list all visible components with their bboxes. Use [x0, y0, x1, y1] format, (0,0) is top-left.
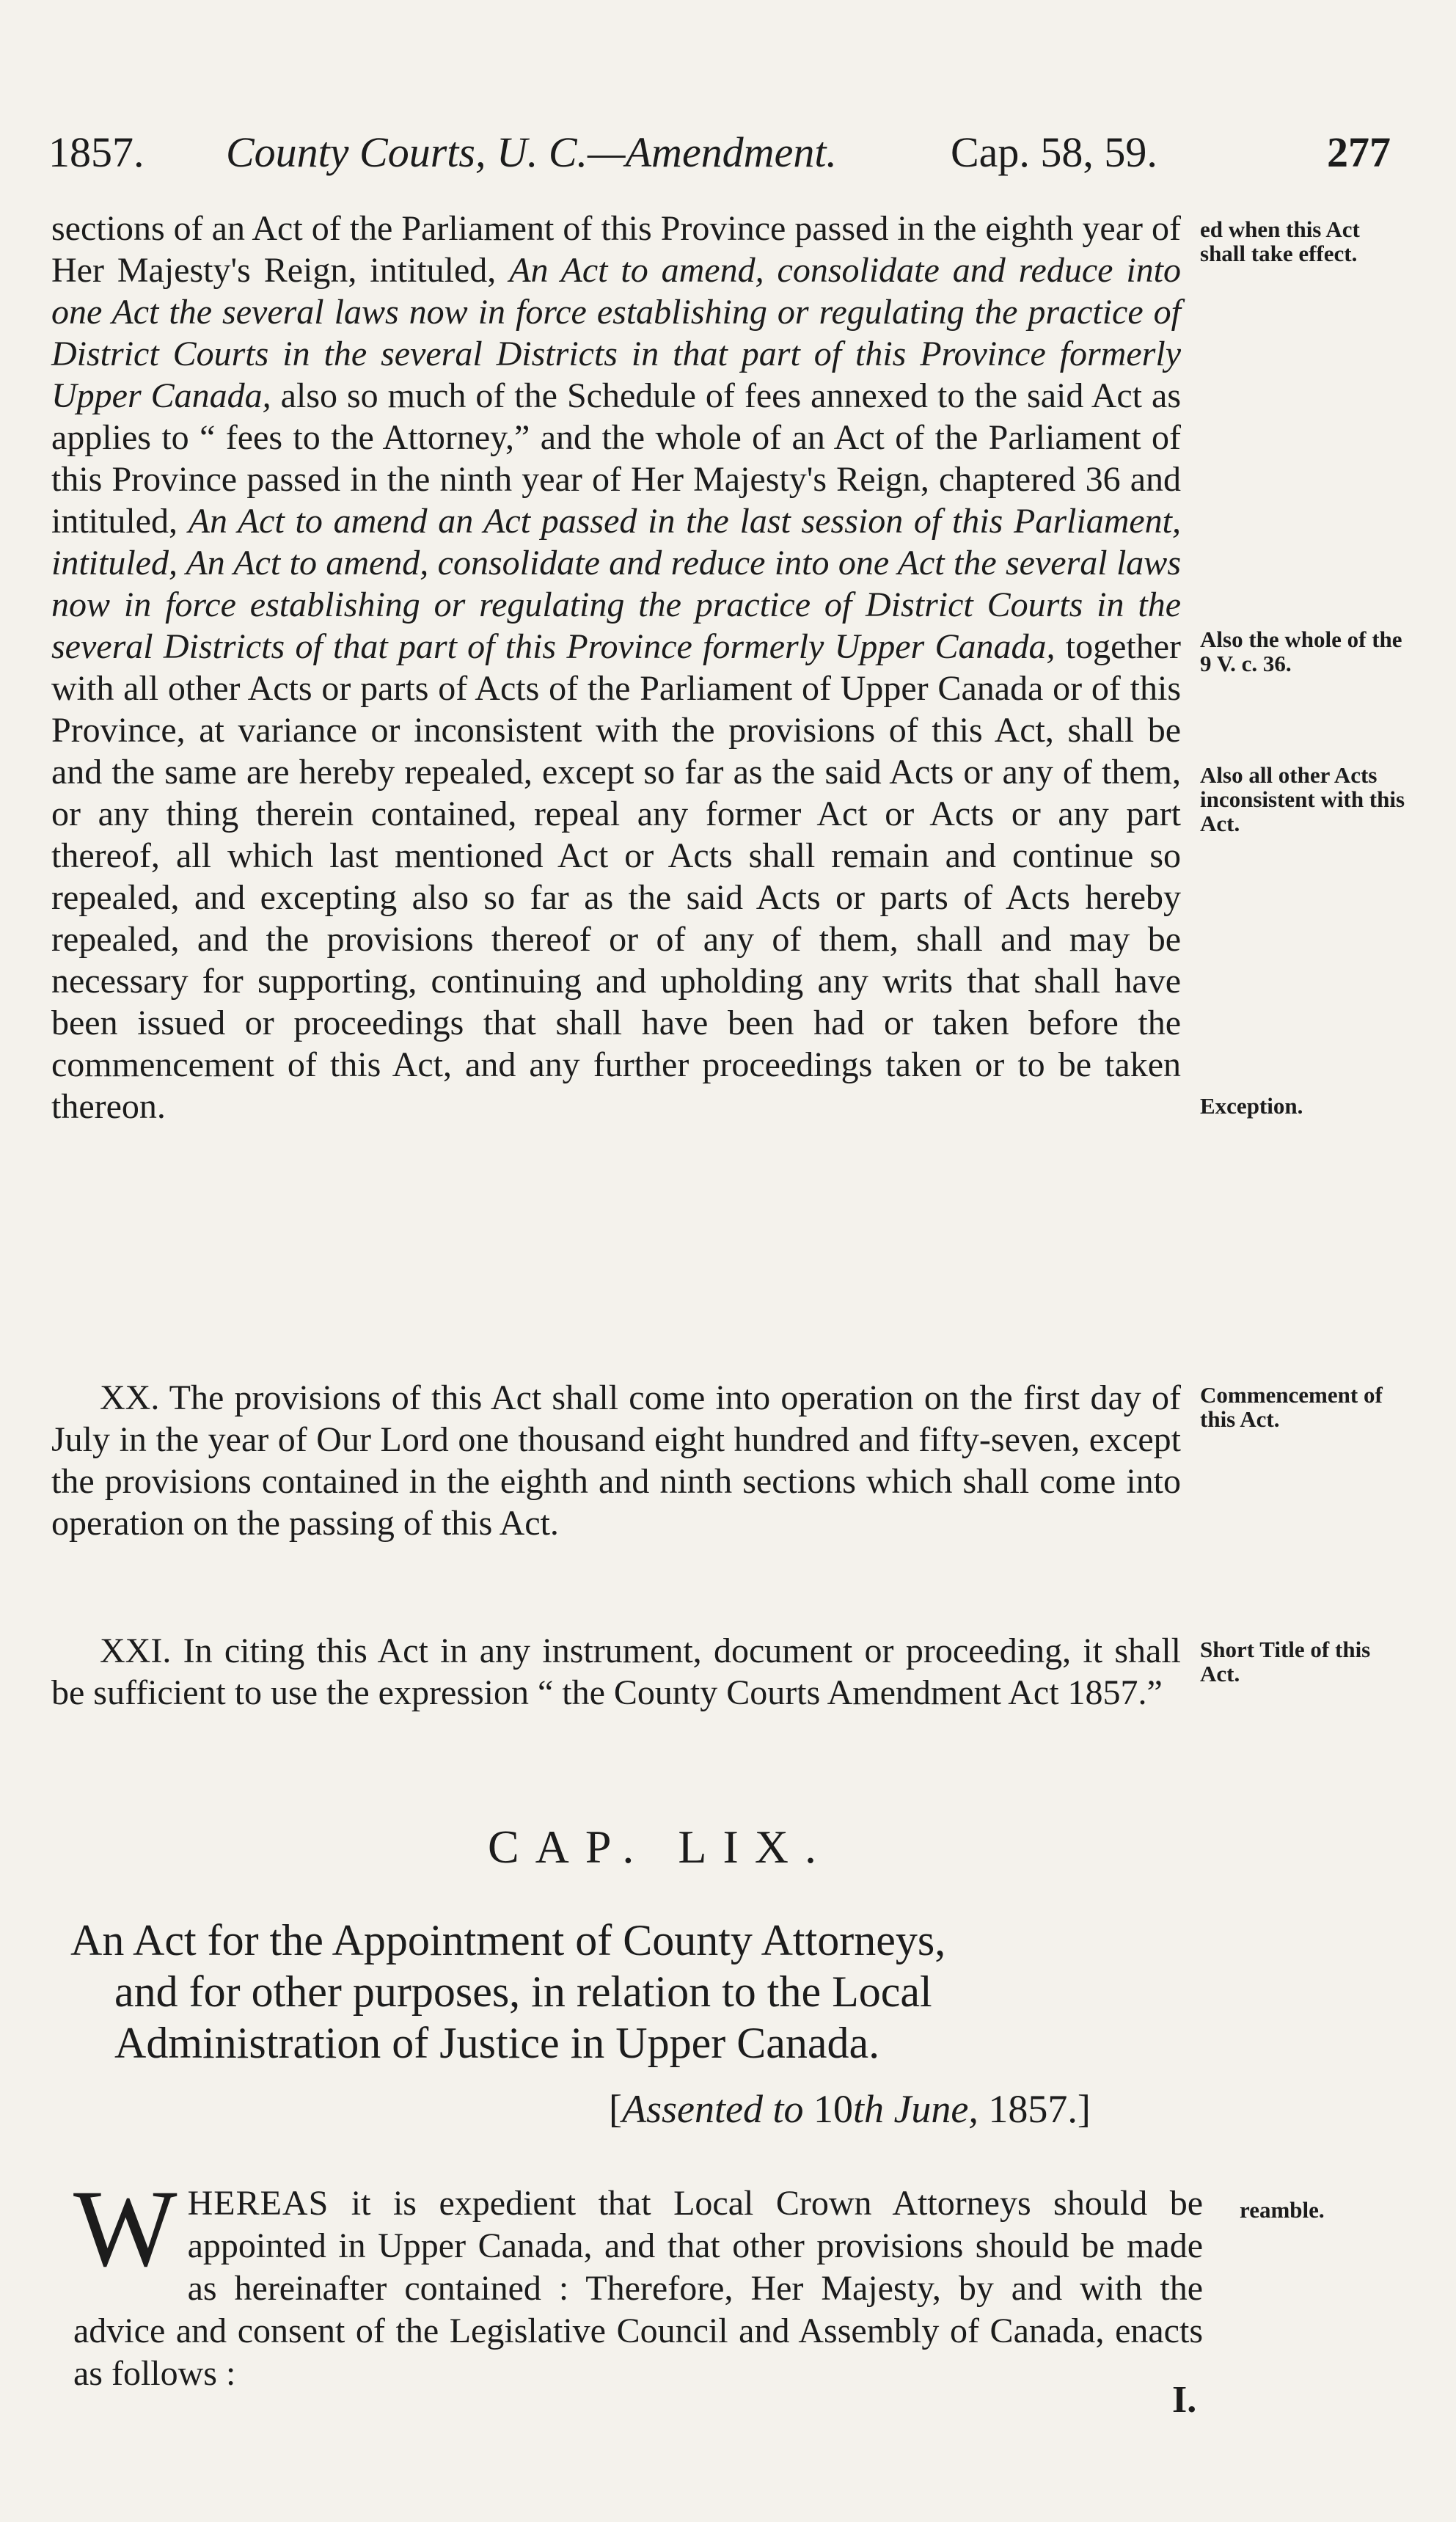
- assent-bracket: [: [609, 2087, 622, 2131]
- preamble-first-word: HEREAS: [187, 2184, 329, 2223]
- sidenote-inconsistent-acts: Also all other Acts inconsistent with this Act.: [1200, 762, 1405, 836]
- repeal-act-title-2: An Act to amend an Act passed in the last session of this Parliament, intituled, An Act to amend, consolidate and reduce into one Act the several laws now in force establishing or regulating the practice of District Courts in the several Districts of that part of this Province formerly Upper Canada,: [51, 502, 1182, 666]
- assent-month: th June,: [852, 2087, 978, 2131]
- assent-line: [609, 2083, 1196, 2135]
- assent-year: 1857.]: [988, 2087, 1091, 2131]
- header-year: 1857.: [48, 128, 144, 176]
- repeal-text-c: together with all other Acts or parts of Acts of the Parliament of Upper Canada or of this Province, at variance or inconsistent with the provisions of this Act, shall be and the same are hereby repealed, except so far as the said Acts or any of them, or any thing therein contained, repeal any former Act or Acts or any part thereof, all which last mentioned Act or Acts shall remain and continue so repealed, and excepting also so far as the said Acts or parts of Acts hereby repealed, and the provisions thereof or of any of them, shall and may be necessary for supporting, continuing and upholding any writs that shall have been issued or proceedings that shall have been had or taken before the commencement of this Act, and any further proceedings taken or to be taken thereon.: [51, 627, 1182, 1126]
- repeal-act-title-1: An Act to amend, consolidate and reduce into one Act the several laws now in force establishing or regulating the practice of District Courts in the several Districts in that part of this Province formerly Upper Canada,: [51, 251, 1182, 415]
- running-header: [48, 123, 1391, 182]
- drop-cap: W: [73, 2168, 178, 2289]
- sidenote-9v-c36: Also the whole of the 9 V. c. 36.: [1200, 626, 1402, 676]
- repeal-text-a: sections of an Act of the Parliament of this Province passed in the eighth year of Her Majesty's Reign, intituled,: [51, 209, 1181, 290]
- repeal-paragraph: [51, 208, 1181, 1127]
- sidenote-effect: ed when this Act shall take effect.: [1200, 216, 1360, 266]
- sidenote-preamble: reamble.: [1240, 2197, 1325, 2223]
- assent-label: Assented to: [621, 2087, 804, 2131]
- section-xxi: [51, 1630, 1181, 1714]
- section-xxi-text: XXI. In citing this Act in any instrument, document or proceeding, it shall be sufficient to use the expression “ the County Courts Amendment Act 1857.”: [51, 1631, 1181, 1712]
- assent-day: 10: [813, 2087, 853, 2131]
- act-title-line-2: and for other purposes, in relation to the Local: [114, 1967, 932, 2016]
- section-xx: [51, 1377, 1181, 1544]
- next-section-marker: I.: [1172, 2379, 1197, 2421]
- section-xx-text: XX. The provisions of this Act shall come into operation on the first day of July in the year of Our Lord one thousand eight hundred and fifty-seven, except the provisions contained in the eighth and ninth sections which shall come into operation on the passing of this Act.: [51, 1378, 1181, 1543]
- header-chapter: Cap. 58, 59.: [951, 128, 1157, 176]
- sidenote-exception: Exception.: [1200, 1093, 1303, 1119]
- preamble: [73, 2168, 1204, 2395]
- page-number: 277: [1327, 128, 1391, 176]
- header-title: County Courts, U. C.—Amendment.: [226, 128, 837, 176]
- act-title: [70, 1915, 1200, 2069]
- chapter-heading: CAP. LIX.: [487, 1821, 833, 1873]
- sidenote-short-title: Short Title of this Act.: [1200, 1637, 1371, 1686]
- preamble-text: it is expedient that Local Crown Attorneys should be appointed in Upper Canada, and that other provisions should be made as hereinafter contained : Therefore, Her Majesty, by and with the advice and consent of the Legislative Council and Assembly of Canada, enacts as follows :: [73, 2184, 1204, 2393]
- act-title-line-1: An Act for the Appointment of County Attorneys,: [70, 1916, 946, 1964]
- act-title-line-3: Administration of Justice in Upper Canada.: [114, 2019, 880, 2067]
- sidenote-commencement: Commencement of this Act.: [1200, 1382, 1383, 1432]
- repeal-text-b: also so much of the Schedule of fees annexed to the said Act as applies to “ fees to the Attorney,” and the whole of an Act of the Parliament of this Province passed in the ninth year of Her Majesty's Reign, chaptered 36 and intituled,: [51, 376, 1181, 541]
